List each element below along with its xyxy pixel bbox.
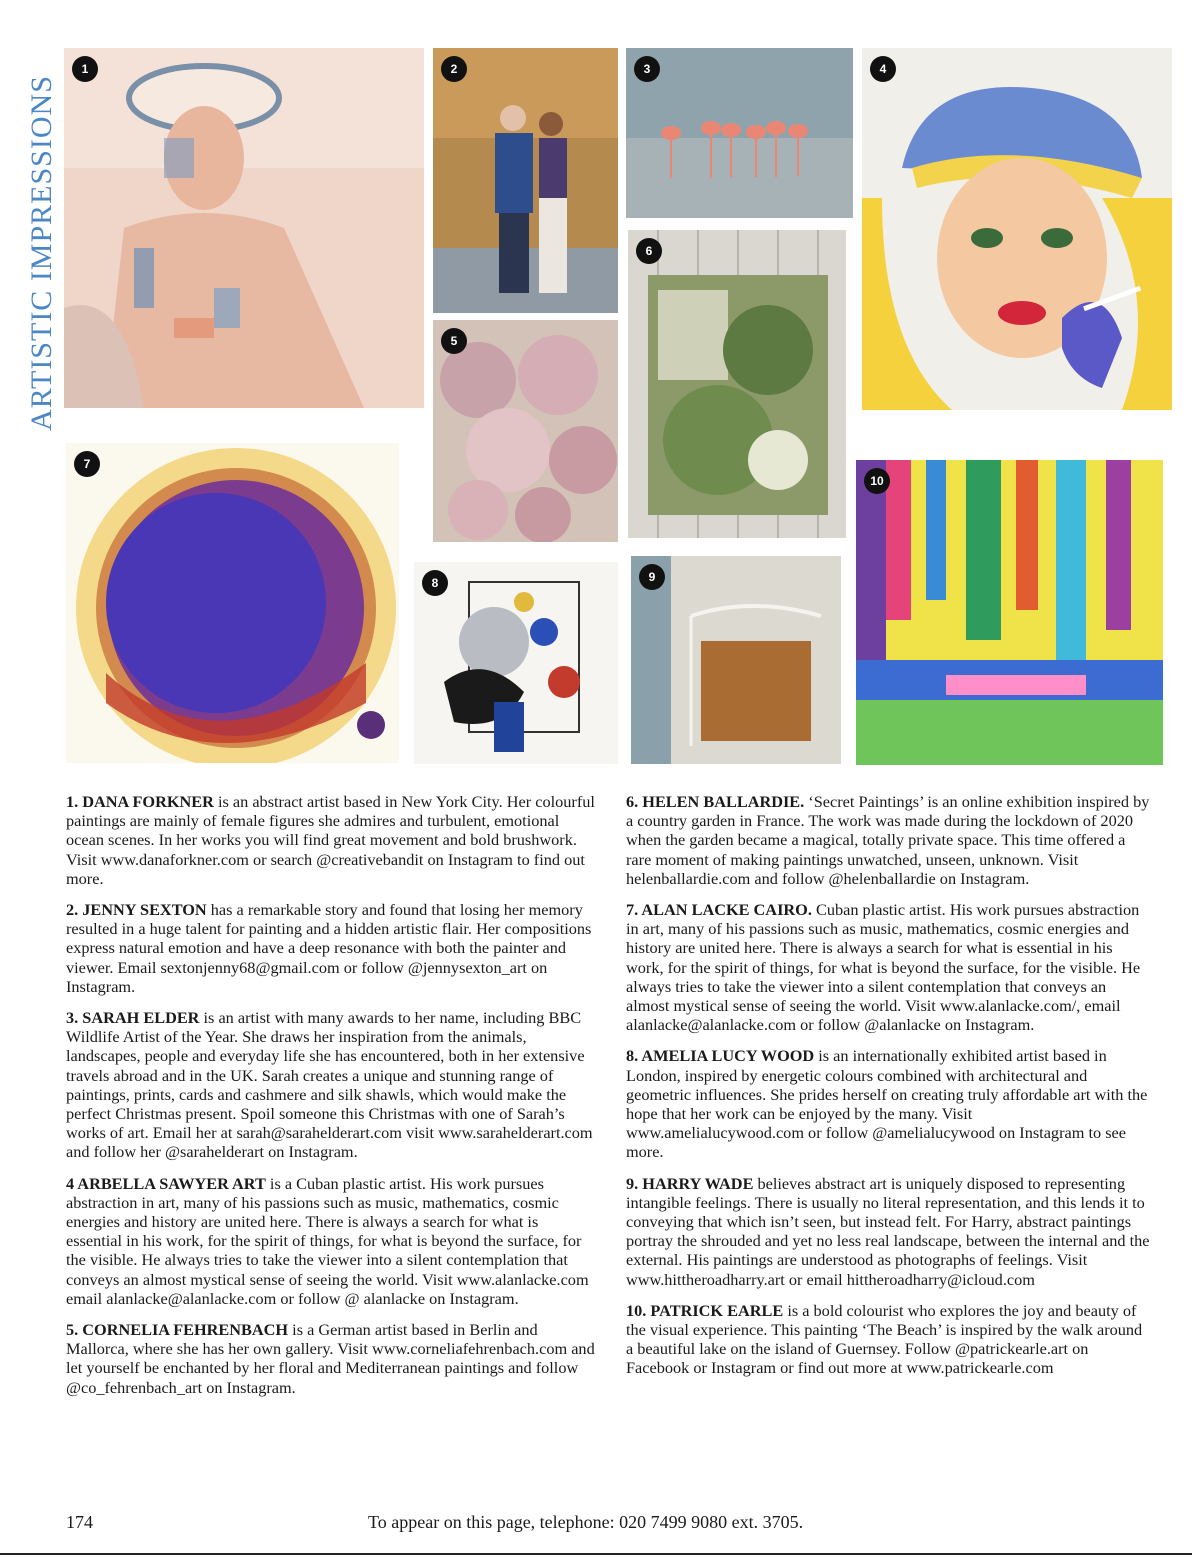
- artwork-3-image: [626, 48, 853, 218]
- artwork-number-badge: 6: [636, 238, 662, 264]
- artist-description: is an abstract artist based in New York City. Her colourful paintings are mainly of female figures she admires and turbulent, emotional ocean scenes. In her works you will find great movement and bold brushwork. Visit www.danaforkner.com or search @creativebandit on Instagram to find out more.: [66, 792, 595, 888]
- artist-description: is a German artist based in Berlin and Mallorca, where she has her own gallery. Visit www.corneliafehrenbach.com and let yourself be enchanted by her floral and Mediterranean paintings and follow @co_fehrenbach_art on Instagram.: [66, 1320, 595, 1397]
- artist-name: 8. AMELIA LUCY WOOD: [626, 1046, 815, 1066]
- artist-description: is an artist with many awards to her name, including BBC Wildlife Artist of the Year. She draws her inspiration from the animals, landscapes, people and everyday life she has encountered, both in her extensive travels abroad and in the UK. Sarah creates a unique and stunning range of paintings, prints, cards and cashmere and silk shawls, which would make the perfect Christmas present. Spoil someone this Christmas with one of Sarah’s works of art. Email her at sarah@sarahelderart.com visit www.sarahelderart.com and follow her @sarahelderart on Instagram.: [66, 1008, 593, 1162]
- artwork-number-badge: 2: [441, 56, 467, 82]
- artist-entry: [66, 1320, 596, 1397]
- artist-description: is an internationally exhibited artist based in London, inspired by energetic colours combined with architectural and geometric influences. She prides herself on creating truly affordable art with the hope that her work can be enjoyed by the many. Visit www.amelialucywood.com or follow @amelialucywood on Instagram to see more.: [626, 1046, 1148, 1162]
- artist-name: 4 ARBELLA SAWYER ART: [66, 1173, 266, 1193]
- left-text-column: [66, 792, 596, 1409]
- artist-entry: [66, 1008, 596, 1162]
- artwork-number-badge: 9: [639, 564, 665, 590]
- artist-entry: [626, 792, 1150, 888]
- artist-description: ‘Secret Paintings’ is an online exhibition inspired by a country garden in France. The work was made during the lockdown of 2020 when the garden became a magical, totally private space. This time offered a rare moment of making paintings unwatched, unseen, unknown. Visit helenballardie.com and follow @helenballardie on Instagram.: [626, 792, 1150, 888]
- artist-entry: [626, 1046, 1150, 1161]
- artist-name: 2. JENNY SEXTON: [66, 900, 207, 920]
- artist-name: 6. HELEN BALLARDIE.: [626, 792, 805, 811]
- artist-name: 9. HARRY WADE: [626, 1173, 754, 1193]
- artwork-6-image: [628, 230, 846, 538]
- bottom-rule: [0, 1553, 1192, 1555]
- artwork-8-image: [414, 562, 618, 764]
- artist-name: 3. SARAH ELDER: [66, 1008, 200, 1028]
- artist-description: Cuban plastic artist. His work pursues abstraction in art, many of his passions such as music, mathematics, cosmic energies and history are united here. There is always a search for what is essential in his work, for the spirit of things, for what is beyond the surface, for the visible. He always tries to take the viewer into a silent contemplation that conveys an almost mystical sense of seeing the world. Visit www.alanlacke.com/, email alanlacke@alanlacke.com or follow @alanlacke on Instagram.: [626, 900, 1141, 1035]
- artist-name: 1. DANA FORKNER: [66, 792, 214, 811]
- artwork-5-image: [433, 320, 618, 542]
- artist-entry: [66, 1174, 596, 1308]
- artist-entry: [626, 1301, 1150, 1378]
- artist-name: 5. CORNELIA FEHRENBACH: [66, 1320, 289, 1340]
- artist-entry: [626, 1174, 1150, 1289]
- section-title: ARTISTIC IMPRESSIONS: [25, 75, 59, 431]
- artist-description: is a Cuban plastic artist. His work pursues abstraction in art, many of his passions such as music, mathematics, cosmic energies and history are united here. There is always a search for what is essential in his work, for the spirit of things, for what is beyond the surface, for the visible. He always tries to take the viewer into a silent contemplation that conveys an almost mystical sense of seeing the world. Visit www.alanlacke.com email alanlacke@alanlacke.com or follow @ alanlacke on Instagram.: [66, 1173, 589, 1308]
- artwork-number-badge: 1: [72, 56, 98, 82]
- artwork-number-badge: 8: [422, 570, 448, 596]
- artwork-10-image: [856, 460, 1163, 765]
- artwork-1-image: [64, 48, 424, 408]
- artist-entry: [66, 900, 596, 996]
- artwork-number-badge: 4: [870, 56, 896, 82]
- page-number: 174: [66, 1512, 93, 1532]
- artwork-9-image: [631, 556, 841, 764]
- artwork-7-image: [66, 443, 399, 763]
- artist-name: 7. ALAN LACKE CAIRO.: [626, 900, 812, 920]
- artwork-number-badge: 7: [74, 451, 100, 477]
- artist-description: believes abstract art is uniquely disposed to representing intangible feelings. There is usually no literal representation, and this lends it to conveying that which isn’t seen, but instead felt. For Harry, abstract paintings portray the shrouded and yet no less real landscape, between the internal and the external. His paintings are understood as photographs of feelings. Visit www.hittheroadharry.art or email hittheroadharry@icloud.com: [626, 1173, 1150, 1289]
- artwork-number-badge: 3: [634, 56, 660, 82]
- artwork-2-image: [433, 48, 618, 313]
- artwork-number-badge: 5: [441, 328, 467, 354]
- artist-entry: [66, 792, 596, 888]
- artist-entry: [626, 900, 1150, 1034]
- artwork-4-image: [862, 48, 1172, 410]
- artist-description: is a bold colourist who explores the joy and beauty of the visual experience. This painting ‘The Beach’ is inspired by the walk around a beautiful lake on the island of Guernsey. Follow @patrickearle.art on Facebook or Instagram or find out more at www.patrickearle.com: [626, 1300, 1143, 1378]
- right-text-column: [626, 792, 1150, 1390]
- artwork-number-badge: 10: [864, 468, 890, 494]
- artist-description: has a remarkable story and found that losing her memory resulted in a huge talent for painting and a hidden artistic flair. Her compositions express natural emotion and have a deep resonance with both the painter and viewer. Email sextonjenny68@gmail.com or follow @jennysexton_art on Instagram.: [66, 900, 592, 996]
- advertising-contact: To appear on this page, telephone: 020 7499 9080 ext. 3705.: [368, 1512, 804, 1532]
- artist-name: 10. PATRICK EARLE: [626, 1300, 784, 1320]
